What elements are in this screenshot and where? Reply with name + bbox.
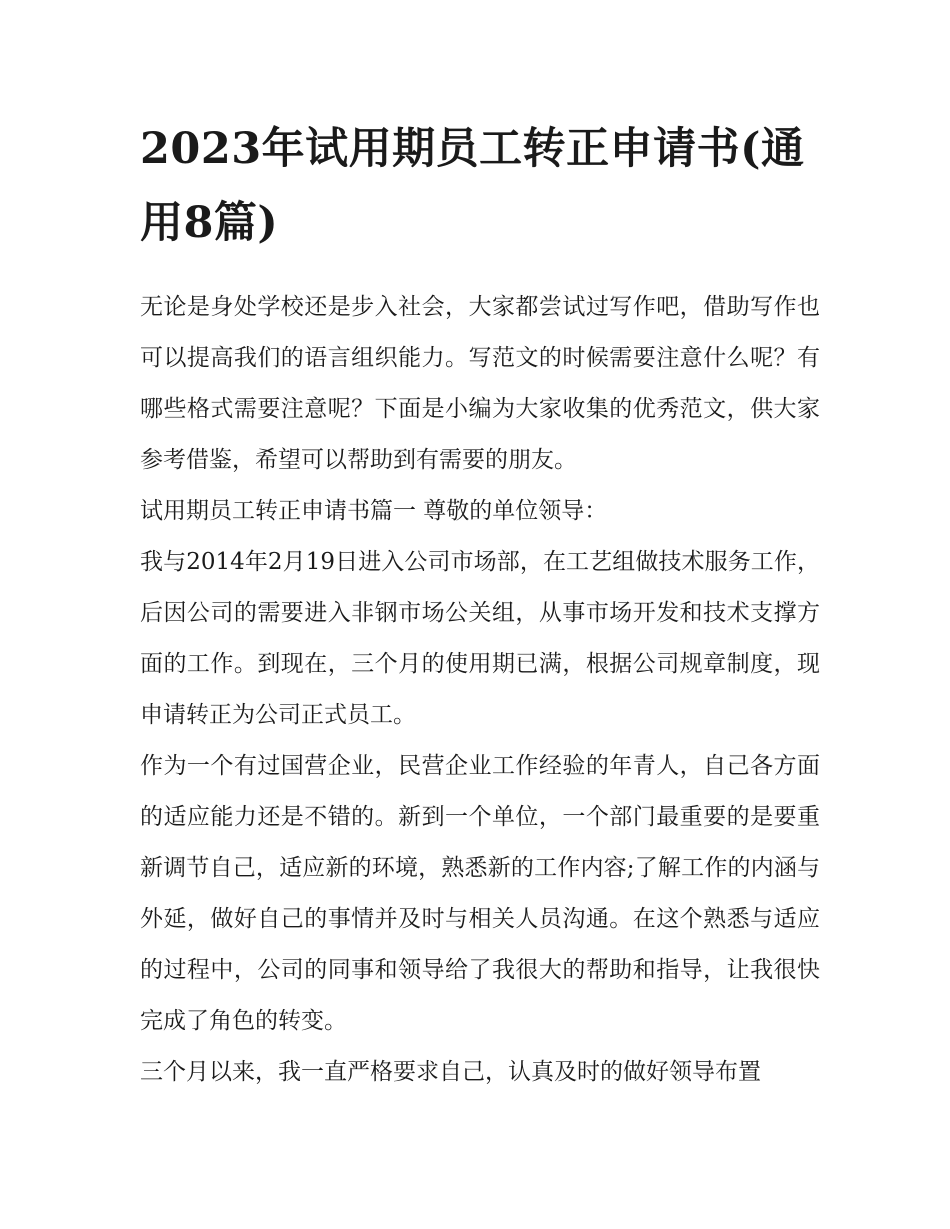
document-page	[140, 112, 820, 1098]
document-title: 2023年试用期员工转正申请书(通用8篇)	[140, 124, 805, 248]
paragraph-body-2: 作为一个有过国营企业，民营企业工作经验的年青人，自己各方面的适应能力还是不错的。新到一个单位，一个部门最重要的是要重新调节自己，适应新的环境，熟悉新的工作内容;了解工作的内涵与外延，做好自己的事情并及时与相关人员沟通。在这个熟悉与适应的过程中，公司的同事和领导给了我很大的帮助和指导，让我很快完成了角色的转变。	[140, 753, 820, 1034]
paragraph-intro: 无论是身处学校还是步入社会，大家都尝试过写作吧，借助写作也可以提高我们的语言组织能力。写范文的时候需要注意什么呢？有哪些格式需要注意呢？下面是小编为大家收集的优秀范文，供大家参考借鉴，希望可以帮助到有需要的朋友。	[140, 294, 820, 473]
paragraph-body-1: 我与2014年2月19日进入公司市场部，在工艺组做技术服务工作，后因公司的需要进入非钢市场公关组，从事市场开发和技术支撑方面的工作。到现在，三个月的使用期已满，根据公司规章制度，现申请转正为公司正式员工。	[140, 549, 820, 728]
paragraph-salutation: 试用期员工转正申请书篇一 尊敬的单位领导：	[140, 498, 608, 524]
paragraph-body-3: 三个月以来，我一直严格要求自己，认真及时的做好领导布置	[140, 1059, 761, 1085]
